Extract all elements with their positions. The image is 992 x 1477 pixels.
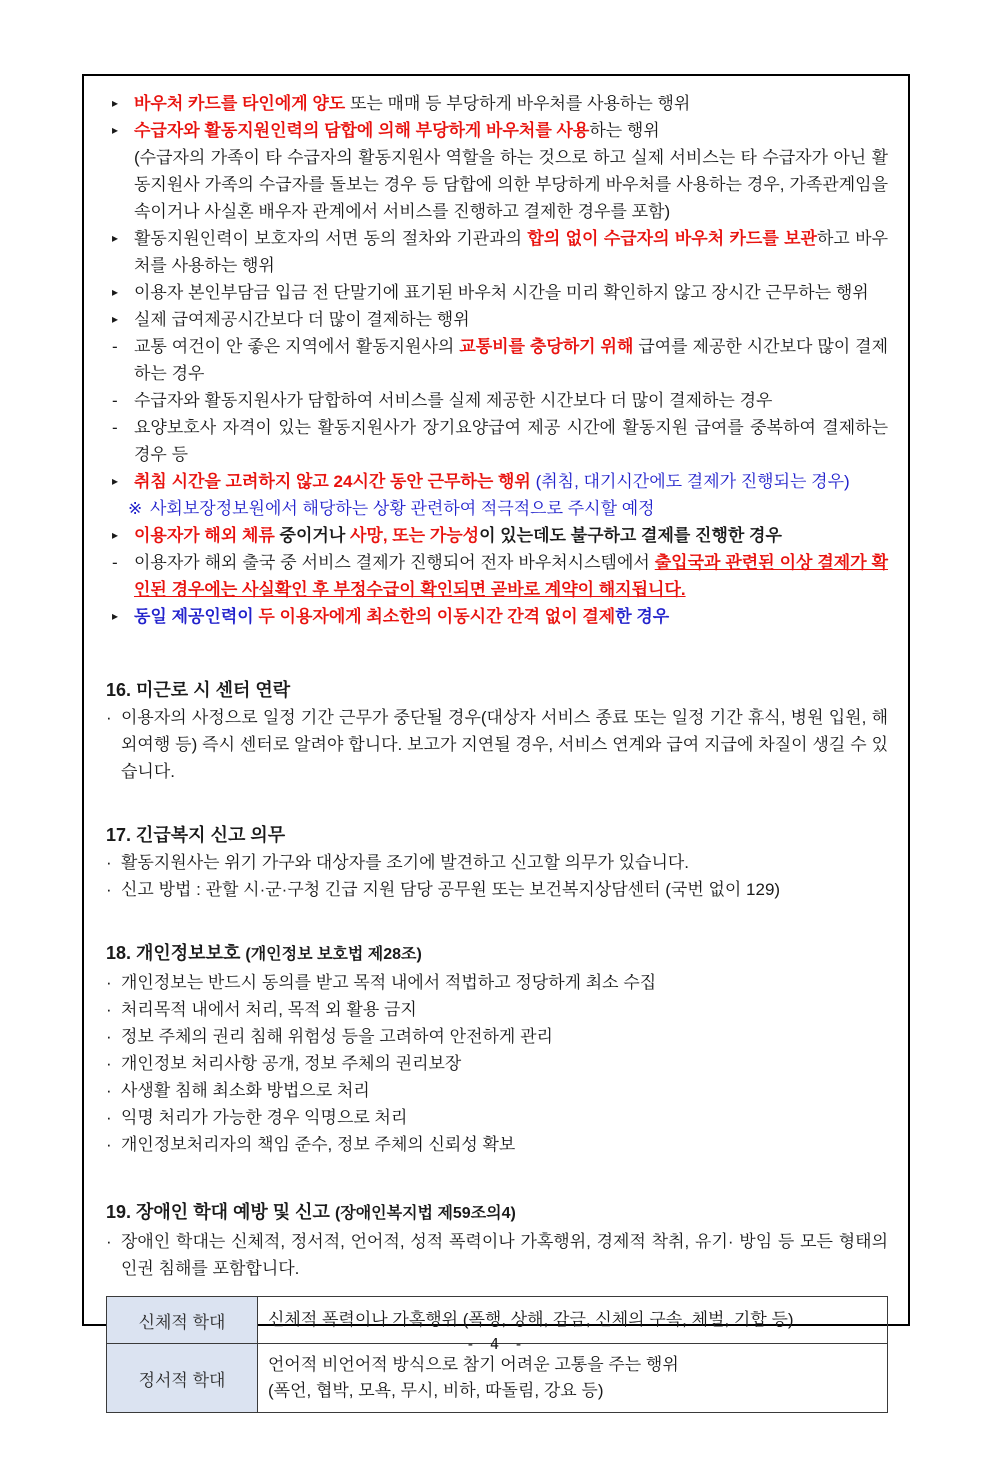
title-suffix: (개인정보 보호법 제28조) bbox=[245, 946, 422, 963]
violation-text bbox=[134, 90, 888, 117]
violation-item bbox=[112, 117, 888, 144]
text-segment: 이용자가 해외 출국 중 서비스 결제가 진행되어 전자 바우처시스템에서 bbox=[134, 553, 655, 572]
dot-icon: · bbox=[106, 973, 112, 992]
section-title bbox=[106, 939, 888, 969]
title-text: 18. 개인정보보호 bbox=[106, 943, 241, 963]
text-segment: 급여를 제공한 시간보다 많이 결제하는 경우 bbox=[134, 337, 888, 383]
dot-icon: · bbox=[106, 1000, 112, 1019]
text-segment: (수급자의 가족이 타 수급자의 활동지원사 역할을 하는 것으로 하고 실제 서비스는 타 수급자가 아닌 활동지원사 가족의 수급자를 돌보는 경우 등 담합에 의한 부당하게 바우처를 사용하는 경우, 가족관계임을 속이거나 사실혼 배우자 관계에서 서비스를 진행하고 결제한 경우를 포함) bbox=[134, 148, 888, 221]
section-text: 장애인 학대는 신체적, 정서적, 언어적, 성적 폭력이나 가혹행위, 경제적 착취, 유기· 방임 등 모든 형태의 인권 침해를 포함합니다. bbox=[121, 1232, 888, 1278]
violation-item bbox=[112, 468, 888, 495]
highlight-red: 합의 없이 수급자의 바우처 카드를 보관 bbox=[527, 229, 817, 248]
section-item bbox=[106, 969, 888, 996]
section-item bbox=[106, 876, 888, 903]
desc-line: 신체적 폭력이나 가혹행위 (폭행, 상해, 감금, 신체의 구속, 체벌, 기합 등) bbox=[268, 1310, 794, 1329]
violation-subitem bbox=[112, 414, 888, 468]
violation-item bbox=[112, 306, 888, 333]
desc-line: 언어적 비언어적 방식으로 참기 어려운 고통을 주는 행위 bbox=[268, 1355, 679, 1374]
section-text: 개인정보 처리사항 공개, 정보 주체의 권리보장 bbox=[121, 1054, 462, 1073]
title-text: 19. 장애인 학대 예방 및 신고 bbox=[106, 1202, 330, 1222]
dash-icon: - bbox=[112, 337, 118, 356]
violation-text bbox=[134, 306, 888, 333]
violation-item bbox=[112, 90, 888, 117]
violations-list bbox=[106, 90, 888, 630]
section-item bbox=[106, 1023, 888, 1050]
violation-text bbox=[134, 225, 888, 279]
dot-icon: · bbox=[106, 1081, 112, 1100]
dot-icon: · bbox=[106, 1108, 112, 1127]
text-segment: 교통 여건이 안 좋은 지역에서 활동지원사의 bbox=[134, 337, 460, 356]
bullet-icon: ▸ bbox=[112, 528, 119, 542]
bullet-icon: ▸ bbox=[112, 312, 119, 326]
highlight-red: 바우처 카드를 타인에게 양도 bbox=[134, 94, 346, 113]
section-text: 활동지원사는 위기 가구와 대상자를 조기에 발견하고 신고할 의무가 있습니다. bbox=[121, 853, 690, 872]
violation-item bbox=[112, 225, 888, 279]
bullet-icon: ▸ bbox=[112, 609, 119, 623]
violation-text bbox=[134, 468, 888, 495]
parenthetical-text bbox=[134, 144, 888, 225]
text-segment: 요양보호사 자격이 있는 활동지원사가 장기요양급여 제공 시간에 활동지원 급여를 중복하여 결제하는 경우 등 bbox=[134, 418, 888, 464]
dot-icon: · bbox=[106, 1232, 112, 1251]
text-segment: 이 있는데도 불구하고 결제를 진행한 경우 bbox=[479, 526, 782, 545]
violation-text bbox=[134, 549, 888, 603]
text-segment: 수급자와 활동지원사가 담합하여 서비스를 실제 제공한 시간보다 더 많이 결제하는 경우 bbox=[134, 391, 773, 410]
highlight-blue: 한 경우 bbox=[615, 607, 670, 626]
highlight-red: 사망, 또는 가능성 bbox=[349, 526, 480, 545]
bullet-icon: ▸ bbox=[112, 285, 119, 299]
highlight-red: 수급자와 활동지원인력의 담합에 의해 부당하게 바우처를 사용 bbox=[134, 121, 590, 140]
section-text: 익명 처리가 가능한 경우 익명으로 처리 bbox=[121, 1108, 408, 1127]
section-item bbox=[106, 1228, 888, 1282]
dash-icon: - bbox=[112, 553, 118, 572]
section-text: 이용자의 사정으로 일정 기간 근무가 중단될 경우(대상자 서비스 종료 또는 일정 기간 휴식, 병원 입원, 해외여행 등) 즉시 센터로 알려야 합니다. 보고가 지연될 경우, 서비스 연계와 급여 지급에 차질이 생길 수 있습니다. bbox=[121, 708, 888, 781]
section-item bbox=[106, 1104, 888, 1131]
abuse-desc-cell bbox=[258, 1344, 888, 1413]
note-text bbox=[150, 495, 888, 522]
page-frame bbox=[82, 74, 910, 1400]
section-item bbox=[106, 1077, 888, 1104]
violation-subitem bbox=[112, 387, 888, 414]
violation-text bbox=[134, 117, 888, 144]
section-item bbox=[106, 704, 888, 785]
violation-text bbox=[134, 603, 888, 630]
text-segment: 또는 매매 등 부당하게 바우처를 사용하는 행위 bbox=[345, 94, 691, 113]
violation-item bbox=[112, 279, 888, 306]
section-item bbox=[106, 996, 888, 1023]
table-row bbox=[107, 1344, 888, 1413]
violation-text bbox=[134, 387, 888, 414]
dash-icon: - bbox=[112, 391, 118, 410]
dot-icon: · bbox=[106, 853, 112, 872]
dot-icon: · bbox=[106, 708, 112, 727]
bullet-icon: ▸ bbox=[112, 123, 119, 137]
highlight-red: 이용자가 해외 체류 bbox=[134, 526, 275, 545]
violation-text bbox=[134, 522, 888, 549]
text-segment: 실제 급여제공시간보다 더 많이 결제하는 행위 bbox=[134, 310, 470, 329]
text-segment: 하는 행위 bbox=[589, 121, 660, 140]
text-segment: 이용자 본인부담금 입금 전 단말기에 표기된 바우처 시간을 미리 확인하지 않고 장시간 근무하는 행위 bbox=[134, 283, 869, 302]
highlight-blue: 사회보장정보원에서 해당하는 상황 관련하여 적극적으로 주시할 예정 bbox=[150, 499, 655, 518]
section-title: 17. 긴급복지 신고 의무 bbox=[106, 825, 286, 845]
section-title: 16. 미근로 시 센터 연락 bbox=[106, 680, 291, 700]
violation-note bbox=[128, 495, 888, 522]
bullet-icon: ▸ bbox=[112, 96, 119, 110]
dash-icon: - bbox=[112, 418, 118, 437]
section-item bbox=[106, 1050, 888, 1077]
section-item bbox=[106, 849, 888, 876]
dot-icon: · bbox=[106, 880, 112, 899]
violation-subitem bbox=[112, 549, 888, 603]
violation-item bbox=[112, 522, 888, 549]
highlight-red: 두 이용자에게 최소한의 이동시간 간격 없이 결제 bbox=[253, 607, 616, 626]
violation-text bbox=[134, 333, 888, 387]
reference-mark-icon: ※ bbox=[128, 499, 143, 518]
text-segment: 하고 바우처를 사용하는 행위 bbox=[134, 229, 888, 275]
page-number: - 4 - bbox=[465, 1335, 527, 1353]
section-text: 사생활 침해 최소화 방법으로 처리 bbox=[121, 1081, 370, 1100]
title-suffix: (장애인복지법 제59조의4) bbox=[334, 1205, 516, 1222]
section-text: 신고 방법 : 관할 시·군·구청 긴급 지원 담당 공무원 또는 보건복지상담센터 (국번 없이 129) bbox=[121, 880, 781, 899]
dot-icon: · bbox=[106, 1027, 112, 1046]
dot-icon: · bbox=[106, 1135, 112, 1154]
text-segment: 활동지원인력이 보호자의 서면 동의 절차와 기관과의 bbox=[134, 229, 528, 248]
section-text: 처리목적 내에서 처리, 목적 외 활용 금지 bbox=[121, 1000, 417, 1019]
highlight-red: 취침 시간을 고려하지 않고 24시간 동안 근무하는 행위 bbox=[134, 472, 531, 491]
section-19 bbox=[106, 1198, 888, 1282]
bullet-icon: ▸ bbox=[112, 231, 119, 245]
highlight-red: 교통비를 충당하기 위해 bbox=[459, 337, 634, 356]
highlight-blue: 동일 제공인력이 bbox=[134, 607, 254, 626]
violation-text bbox=[134, 414, 888, 468]
text-segment: 중이거나 bbox=[274, 526, 350, 545]
marker-spacer bbox=[112, 144, 134, 225]
section-item bbox=[106, 1131, 888, 1158]
abuse-type-cell: 신체적 학대 bbox=[107, 1297, 258, 1344]
abuse-type-table bbox=[106, 1296, 888, 1413]
violation-note bbox=[112, 144, 888, 225]
section-18 bbox=[106, 939, 888, 1158]
violation-subitem bbox=[112, 333, 888, 387]
highlight-red-underline: 출입국과 관련된 이상 결제가 확인된 경우에는 사실확인 후 부정수급이 확인되면 곧바로 계약이 해지됩니다. bbox=[134, 553, 888, 599]
violation-item bbox=[112, 603, 888, 630]
section-text: 개인정보처리자의 책임 준수, 정보 주체의 신뢰성 확보 bbox=[121, 1135, 516, 1154]
section-text: 개인정보는 반드시 동의를 받고 목적 내에서 적법하고 정당하게 최소 수집 bbox=[121, 973, 657, 992]
section-16 bbox=[106, 676, 888, 785]
section-title bbox=[106, 1198, 888, 1228]
violation-text bbox=[134, 279, 888, 306]
section-text: 정보 주체의 권리 침해 위험성 등을 고려하여 안전하게 관리 bbox=[121, 1027, 553, 1046]
abuse-type-cell: 정서적 학대 bbox=[107, 1344, 258, 1413]
bullet-icon: ▸ bbox=[112, 474, 119, 488]
highlight-blue: (취침, 대기시간에도 결제가 진행되는 경우) bbox=[530, 472, 850, 491]
section-17 bbox=[106, 821, 888, 903]
desc-line: (폭언, 협박, 모욕, 무시, 비하, 따돌림, 강요 등) bbox=[268, 1381, 604, 1400]
dot-icon: · bbox=[106, 1054, 112, 1073]
